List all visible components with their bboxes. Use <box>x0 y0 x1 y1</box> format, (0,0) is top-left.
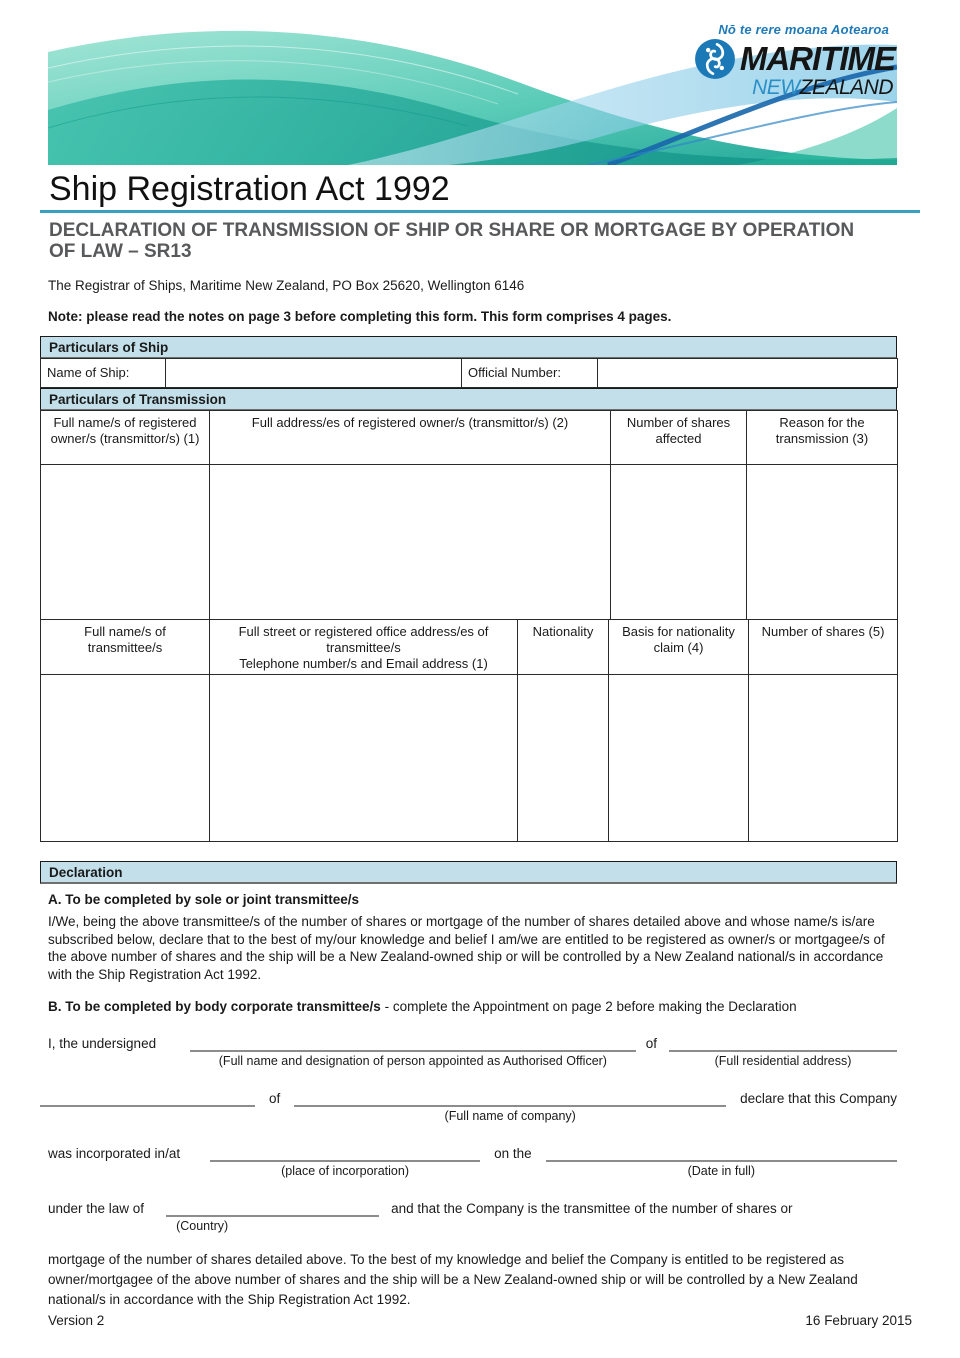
transmittee-name-cell[interactable] <box>41 675 210 842</box>
section-header-particulars-of-ship: Particulars of Ship <box>40 336 897 359</box>
part-a-body: I/We, being the above transmittee/s of the number of shares or mortgage of the number of shares detailed above and whose name/s is/are subscribed below, declare that to the best of my/our knowledge and belief I am/we are entitled to be registered as owner/s or mortgagee/s of the above number of shares and the ship will be a New Zealand-owned ship or will be controlled by a New Zealand national/s in accordance with the Ship Registration Act 1992. <box>48 914 885 982</box>
part-b-row-1 <box>40 1036 897 1069</box>
number-of-shares-header: Number of shares (5) <box>749 620 898 675</box>
transmittee-name-header: Full name/s of transmittee/s <box>41 620 210 675</box>
version-label: Version 2 <box>48 1313 105 1328</box>
date-label: 16 February 2015 <box>805 1313 912 1328</box>
page-title: Ship Registration Act 1992 <box>49 170 450 208</box>
incorporated-label: was incorporated in/at <box>48 1146 181 1161</box>
transmittee-table <box>40 619 898 842</box>
incorporation-date-line[interactable] <box>546 1146 897 1162</box>
section-header-particulars-of-transmission: Particulars of Transmission <box>40 388 897 411</box>
place-of-incorporation-line[interactable] <box>210 1146 480 1162</box>
logo-tagline: Nō te rere moana Aotearoa <box>718 22 889 37</box>
official-number-input[interactable] <box>598 359 898 388</box>
country-caption: (Country) <box>176 1219 229 1233</box>
undersigned-label: I, the undersigned <box>48 1036 157 1051</box>
part-b-row-2 <box>40 1091 897 1124</box>
company-name-caption: (Full name of company) <box>444 1109 576 1123</box>
part-b-row-3 <box>40 1146 897 1179</box>
logo-country-text: NEWZEALAND <box>752 76 893 99</box>
authorised-officer-caption: (Full name and designation of person appointed as Authorised Officer) <box>218 1054 607 1068</box>
transmission-reason-header: Reason for the transmission (3) <box>747 411 898 465</box>
company-name-line[interactable] <box>294 1091 726 1107</box>
form-subtitle: DECLARATION OF TRANSMISSION OF SHIP OR SHARE OR MORTGAGE BY OPERATION OF LAW – SR13 <box>49 220 855 262</box>
designation-line[interactable] <box>40 1091 255 1107</box>
part-b-row-4 <box>40 1201 897 1234</box>
title-rule <box>40 210 920 213</box>
maritime-nz-logo <box>694 22 895 98</box>
koru-logo-icon <box>694 38 736 80</box>
form-note: Note: please read the notes on page 3 before completing this form. This form comprises 4 pages. <box>48 309 672 324</box>
place-of-incorporation-caption: (place of incorporation) <box>281 1164 409 1178</box>
of-label-2: of <box>269 1091 281 1106</box>
shares-affected-cell[interactable] <box>611 465 747 620</box>
transmittor-name-header: Full name/s of registered owner/s (transmittor/s) (1) <box>41 411 210 465</box>
number-of-shares-cell[interactable] <box>749 675 898 842</box>
shares-affected-header: Number of shares affected <box>611 411 747 465</box>
part-b-heading: B. To be completed by body corporate transmittee/s - complete the Appointment on page 2 before making the Declaration <box>48 999 797 1014</box>
nationality-header: Nationality <box>518 620 609 675</box>
transmittee-address-header: Full street or registered office address/es of transmittee/s Telephone number/s and Email address (1) <box>210 620 518 675</box>
transmittee-address-cell[interactable] <box>210 675 518 842</box>
country-line[interactable] <box>166 1201 379 1217</box>
of-label-1: of <box>645 1036 657 1051</box>
form-content <box>40 170 897 1310</box>
residential-address-caption: (Full residential address) <box>714 1054 852 1068</box>
transmittor-name-cell[interactable] <box>41 465 210 620</box>
on-the-label: on the <box>494 1146 532 1161</box>
nationality-claim-header: Basis for nationality claim (4) <box>609 620 749 675</box>
ship-name-input[interactable] <box>166 359 462 388</box>
transmittor-table <box>40 410 898 620</box>
transmission-reason-cell[interactable] <box>747 465 898 620</box>
residential-address-line[interactable] <box>669 1036 897 1052</box>
transmittor-address-cell[interactable] <box>210 465 611 620</box>
part-a-heading: A. To be completed by sole or joint transmittee/s <box>48 892 360 907</box>
declare-company-label: declare that this Company <box>740 1091 897 1106</box>
header-banner <box>48 10 897 165</box>
official-number-label: Official Number: <box>462 359 598 388</box>
registrar-address: The Registrar of Ships, Maritime New Zealand, PO Box 25620, Wellington 6146 <box>48 278 525 293</box>
incorporation-date-caption: (Date in full) <box>687 1164 755 1178</box>
nationality-cell[interactable] <box>518 675 609 842</box>
nationality-claim-cell[interactable] <box>609 675 749 842</box>
logo-brand-text: MARITIME <box>739 40 895 77</box>
authorised-officer-name-line[interactable] <box>190 1036 636 1052</box>
transmittor-address-header: Full address/es of registered owner/s (transmittor/s) (2) <box>210 411 611 465</box>
ship-details-table <box>40 358 898 388</box>
under-law-label: under the law of <box>48 1201 145 1216</box>
transmittee-statement-label: and that the Company is the transmittee of the number of shares or <box>391 1201 793 1216</box>
section-header-declaration: Declaration <box>40 861 897 884</box>
ship-name-label: Name of Ship: <box>41 359 166 388</box>
part-b-closing: mortgage of the number of shares detailed above. To the best of my knowledge and belief the Company is entitled to be registered as owner/mortgagee of the above number of shares and the ship will be a New Zealand-owned ship or will be controlled by a New Zealand national/s in accordance with the Ship Registration Act 1992. <box>48 1252 858 1307</box>
page-footer <box>48 1313 912 1328</box>
